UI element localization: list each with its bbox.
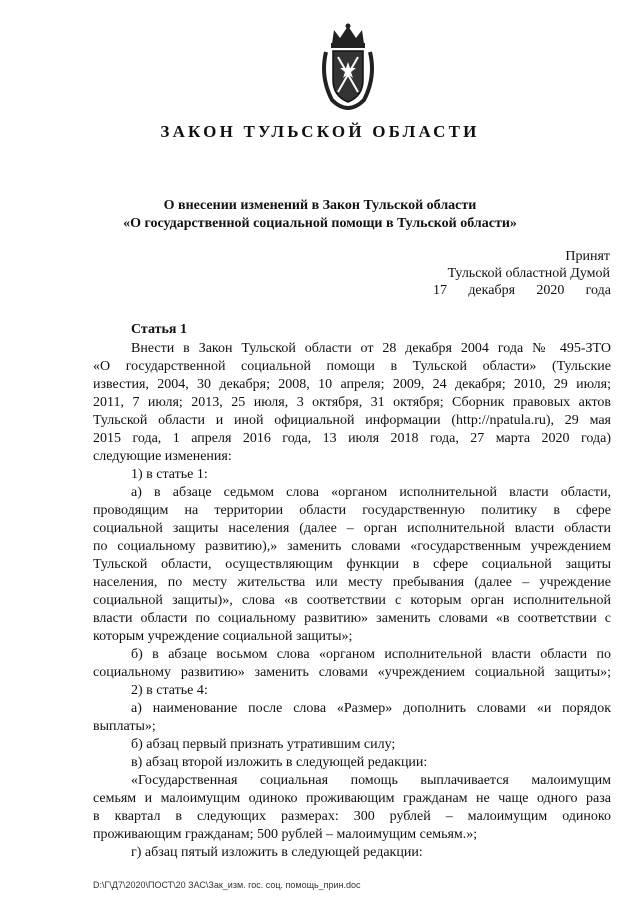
tula-coat-of-arms-icon — [318, 22, 378, 110]
body-line: в) абзац второй изложить в следующей редакции: — [131, 755, 428, 770]
body-line: Тульской области, осуществляющим функции в сфере социальной защиты — [93, 557, 611, 572]
body-line: 2) в статье 4: — [131, 683, 208, 698]
body-line: 2015 года, 1 апреля 2016 года, 13 июля 2018 года, 27 марта 2020 года) — [93, 431, 611, 446]
body-line: б) абзац первый признать утратившим силу; — [131, 737, 396, 752]
body-line: Тульской области и иной официальной информации (http://npatula.ru), 29 мая — [93, 413, 611, 428]
body-line: которым учреждение социальной защиты»; — [93, 629, 353, 644]
adopted-label: Принят — [565, 249, 610, 264]
law-title: ЗАКОН ТУЛЬСКОЙ ОБЛАСТИ — [160, 122, 480, 141]
body-line: «Государственная социальная помощь выплачивается малоимущим — [131, 773, 611, 788]
adopted-date — [433, 283, 611, 299]
adopted-date-suffix: года — [585, 283, 611, 298]
adopted-date-day: 17 — [433, 283, 447, 298]
body-line: а) в абзаце седьмом слова «органом исполнительной власти области, — [131, 485, 611, 500]
adopted-by: Тульской областной Думой — [447, 266, 610, 281]
body-line: проживающим гражданам; 500 рублей – малоимущим семьям.»; — [93, 827, 478, 842]
file-path-footer: D:\Г\Д7\2020\ПОСТ\20 ЗАС\Зак_изм. гос. соц. помощь_прин.doc — [93, 880, 361, 890]
adopted-date-year: 2020 — [536, 283, 565, 298]
body-line: г) абзац пятый изложить в следующей редакции: — [131, 845, 423, 860]
body-line: власти области по социальному развитию» заменить словами «в соответствии с — [93, 611, 611, 626]
body-line: населения, по месту жительства или месту пребывания (далее – учреждение — [93, 575, 611, 590]
body-line: семьям и малоимущим одиноко проживающим гражданам не чаще одного раза — [93, 791, 611, 806]
body-line: социальному развитию» заменить словами «учреждением социальной защиты»; — [93, 665, 611, 680]
body-line: а) наименование после слова «Размер» дополнить словами «и порядок — [131, 701, 611, 716]
law-subtitle-line-2: «О государственной социальной помощи в Тульской области» — [123, 216, 517, 231]
body-line: 2011, 7 июля; 2013, 25 июля, 3 октября, 31 октября; Сборник правовых актов — [93, 395, 611, 410]
article-title: Статья 1 — [131, 322, 187, 337]
body-line: б) в абзаце восьмом слова «органом исполнительной власти области по — [131, 647, 611, 662]
body-line: 1) в статье 1: — [131, 467, 208, 482]
body-line: известия, 2004, 30 декабря; 2008, 10 апреля; 2009, 24 декабря; 2010, 29 июля; — [93, 377, 611, 392]
law-subtitle-line-1: О внесении изменений в Закон Тульской области — [163, 198, 477, 213]
body-line: «О государственной социальной помощи в Тульской области» (Тульские — [93, 359, 611, 374]
body-line: Внести в Закон Тульской области от 28 декабря 2004 года № 495-ЗТО — [131, 341, 611, 356]
body-line: следующие изменения: — [93, 449, 232, 464]
body-line: проводящим на территории области государственную политику в сфере — [93, 503, 611, 518]
body-line: социальной защиты населения (далее – орган исполнительной власти области — [93, 521, 611, 536]
body-line: в квартал в следующих размерах: 300 рублей – малоимущим одиноко — [93, 809, 611, 824]
body-line: социальной защиты)», слова «в соответствии с которым орган исполнительной — [93, 593, 611, 608]
body-line: по социальному развитию),» заменить словами «государственным учреждением — [93, 539, 611, 554]
body-line: выплаты»; — [93, 719, 156, 734]
adopted-date-month: декабря — [468, 283, 516, 298]
